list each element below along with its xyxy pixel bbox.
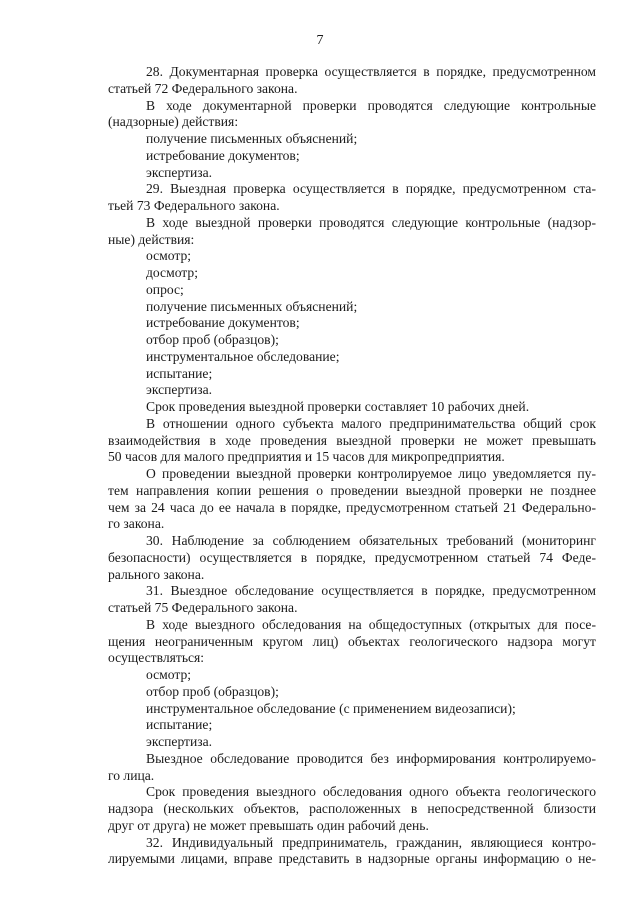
text-line: 28. Документарная проверка осуществляется в порядке, предусмотренном: [146, 64, 596, 79]
text-line: осмотр;: [146, 667, 192, 682]
text-line: испытание;: [146, 365, 213, 381]
text-line: В ходе выездной проверки проводятся следующие контрольные (надзор-: [146, 214, 596, 230]
text-line: го закона.: [108, 516, 165, 532]
text-line: 50 часов для малого предприятия и 15 часов для микропредприятия.: [108, 449, 505, 465]
text-line: рального закона.: [108, 566, 205, 582]
text-line: 29. Выездная проверка осуществляется в порядке, предусмотренном ста-: [146, 181, 596, 197]
text-line: лируемыми лицами, вправе представить в надзорные органы информацию о не-: [108, 851, 596, 867]
text-line: инструментальное обследование;: [146, 348, 340, 364]
text-line: экспертиза.: [146, 734, 213, 749]
text-line: В ходе выездного обследования на общедоступных (открытых для посе-: [146, 616, 596, 632]
text-line: Срок проведения выездной проверки составляет 10 рабочих дней.: [146, 399, 530, 414]
text-line: отбор проб (образцов);: [146, 332, 279, 347]
text-line: го лица.: [108, 767, 155, 783]
text-line: истребование документов;: [146, 147, 300, 163]
text-line: 31. Выездное обследование осуществляется в порядке, предусмотренном: [146, 583, 596, 599]
text-line: отбор проб (образцов);: [146, 683, 279, 699]
text-line: инструментальное обследование (с применением видеозаписи);: [146, 700, 516, 716]
text-line: опрос;: [146, 281, 184, 297]
text-line: надзора (нескольких объектов, расположенных в непосредственной близости: [108, 801, 596, 816]
text-line: осуществляться:: [108, 650, 205, 666]
text-line: экспертиза.: [146, 164, 213, 180]
text-line: 32. Индивидуальный предприниматель, гражданин, являющиеся контро-: [146, 834, 596, 850]
text-line: друг от друга) не может превышать один рабочий день.: [108, 817, 429, 833]
text-line: чем за 24 часа до ее начала в порядке, предусмотренном статьей 21 Федерально-: [108, 499, 596, 515]
text-line: безопасности) осуществляется в порядке, предусмотренном статьей 74 Феде-: [108, 549, 596, 565]
text-line: (надзорные) действия:: [108, 114, 239, 130]
page-number: 7: [316, 33, 324, 48]
text-line: досмотр;: [146, 265, 198, 280]
text-line: 30. Наблюдение за соблюдением обязательных требований (мониторинг: [146, 533, 596, 548]
text-line: истребование документов;: [146, 315, 300, 331]
text-line: осмотр;: [146, 248, 192, 264]
text-line: В отношении одного субъекта малого предпринимательства общий срок: [146, 415, 596, 431]
text-line: тьей 73 Федерального закона.: [108, 198, 280, 213]
text-line: Выездное обследование проводится без информирования контролируемо-: [146, 750, 596, 766]
text-line: В ходе документарной проверки проводятся следующие контрольные: [146, 97, 596, 113]
text-line: Срок проведения выездного обследования одного объекта геологического: [146, 784, 596, 800]
text-line: статьей 75 Федерального закона.: [108, 600, 298, 615]
text-line: испытание;: [146, 717, 213, 733]
text-line: тем направления копии решения о проведении выездной проверки не позднее: [108, 482, 596, 498]
text-line: получение письменных объяснений;: [146, 298, 358, 314]
text-line: получение письменных объяснений;: [146, 131, 358, 146]
text-line: ные) действия:: [108, 231, 195, 247]
text-line: экспертиза.: [146, 382, 213, 398]
text-line: взаимодействия в ходе проведения выездной проверки не может превышать: [108, 432, 596, 448]
text-line: статьей 72 Федерального закона.: [108, 80, 298, 96]
document-body: [108, 64, 596, 868]
text-line: щения неограниченным кругом лиц) объектах геологического надзора могут: [108, 633, 596, 649]
text-line: О проведении выездной проверки контролируемое лицо уведомляется пу-: [146, 466, 596, 481]
